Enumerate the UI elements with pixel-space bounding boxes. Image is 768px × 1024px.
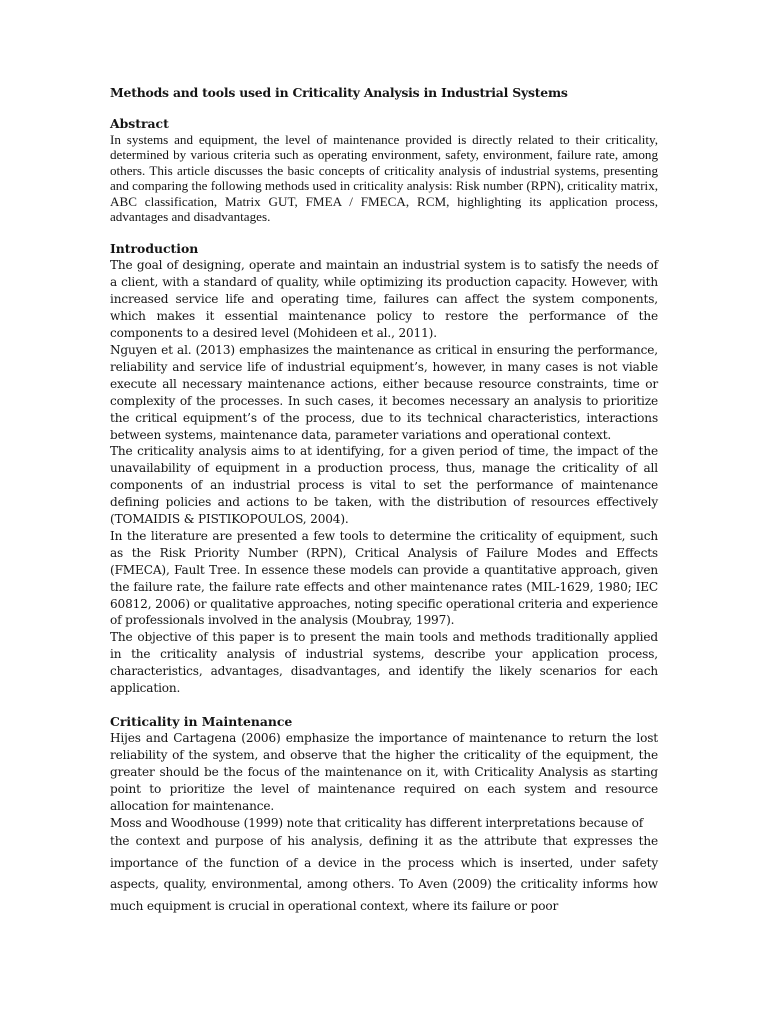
intro-paragraph: The objective of this paper is to present the main tools and methods traditionally applied in the criticality analysis of industrial systems, describe your application process, characteristics, advantages, disadvantages, and identify the likely scenarios for each application. <box>110 630 658 696</box>
document-page <box>110 84 658 917</box>
document-title: Methods and tools used in Criticality Analysis in Industrial Systems <box>110 85 568 100</box>
intro-paragraph: The goal of designing, operate and maintain an industrial system is to satisfy the needs of a client, with a standard of quality, while optimizing its production capacity. However, with increased service life and operating time, failures can affect the system components, which makes it essential maintenance policy to restore the performance of the components to a desired level (Mohideen et al., 2011). <box>110 258 658 341</box>
criticality-paragraph-lead: Moss and Woodhouse (1999) note that criticality has different interpretations because of <box>110 815 644 830</box>
abstract-text: In systems and equipment, the level of maintenance provided is directly related to their criticality, determined by various criteria such as operating environment, safety, environment, failure rate, among others. This article discusses the basic concepts of criticality analysis of industrial systems, presenting and comparing the following methods used in criticality analysis: Risk number (RPN), criticality matrix, ABC classification, Matrix GUT, FMEA / FMECA, RCM, highlighting its application process, advantages and disadvantages. <box>110 132 659 225</box>
criticality-paragraph-continued: the context and purpose of his analysis, defining it as the attribute that expresses the importance of the function of a device in the process which is inserted, under safety aspects, quality, environmental, among others. To Aven (2009) the criticality informs how much equipment is crucial in operational context, where its failure or poor <box>110 834 658 913</box>
criticality-heading: Criticality in Maintenance <box>110 714 293 729</box>
intro-paragraph: The criticality analysis aims to at identifying, for a given period of time, the impact of the unavailability of equipment in a production process, thus, manage the criticality of all components of an industrial process is vital to set the performance of maintenance defining policies and actions to be taken, with the distribution of resources effectively (TOMAIDIS & PISTIKOPOULOS, 2004). <box>110 444 658 527</box>
criticality-paragraph: Hijes and Cartagena (2006) emphasize the importance of maintenance to return the lost reliability of the system, and observe that the higher the criticality of the equipment, the greater should be the focus of the maintenance on it, with Criticality Analysis as starting point to prioritize the level of maintenance required on each system and resource allocation for maintenance. <box>110 731 658 813</box>
intro-paragraph: Nguyen et al. (2013) emphasizes the maintenance as critical in ensuring the performance, reliability and service life of industrial equipment’s, however, in many cases is not viable execute all necessary maintenance actions, either because resource constraints, time or complexity of the processes. In such cases, it becomes necessary an analysis to prioritize the critical equipment’s of the process, due to its technical characteristics, interactions between systems, maintenance data, parameter variations and operational context. <box>110 342 658 442</box>
section-gap <box>110 697 658 714</box>
introduction-heading: Introduction <box>110 241 199 257</box>
abstract-heading: Abstract <box>110 116 169 131</box>
intro-paragraph: In the literature are presented a few tools to determine the criticality of equipment, such as the Risk Priority Number (RPN), Critical Analysis of Failure Modes and Effects (FMECA), Fault Tree. In essence these models can provide a quantitative approach, given the failure rate, the failure rate effects and other maintenance rates (MIL-1629, 1980; IEC 60812, 2006) or qualitative approaches, noting specific operational criteria and experience of professionals involved in the analysis (Moubray, 1997). <box>110 528 658 628</box>
